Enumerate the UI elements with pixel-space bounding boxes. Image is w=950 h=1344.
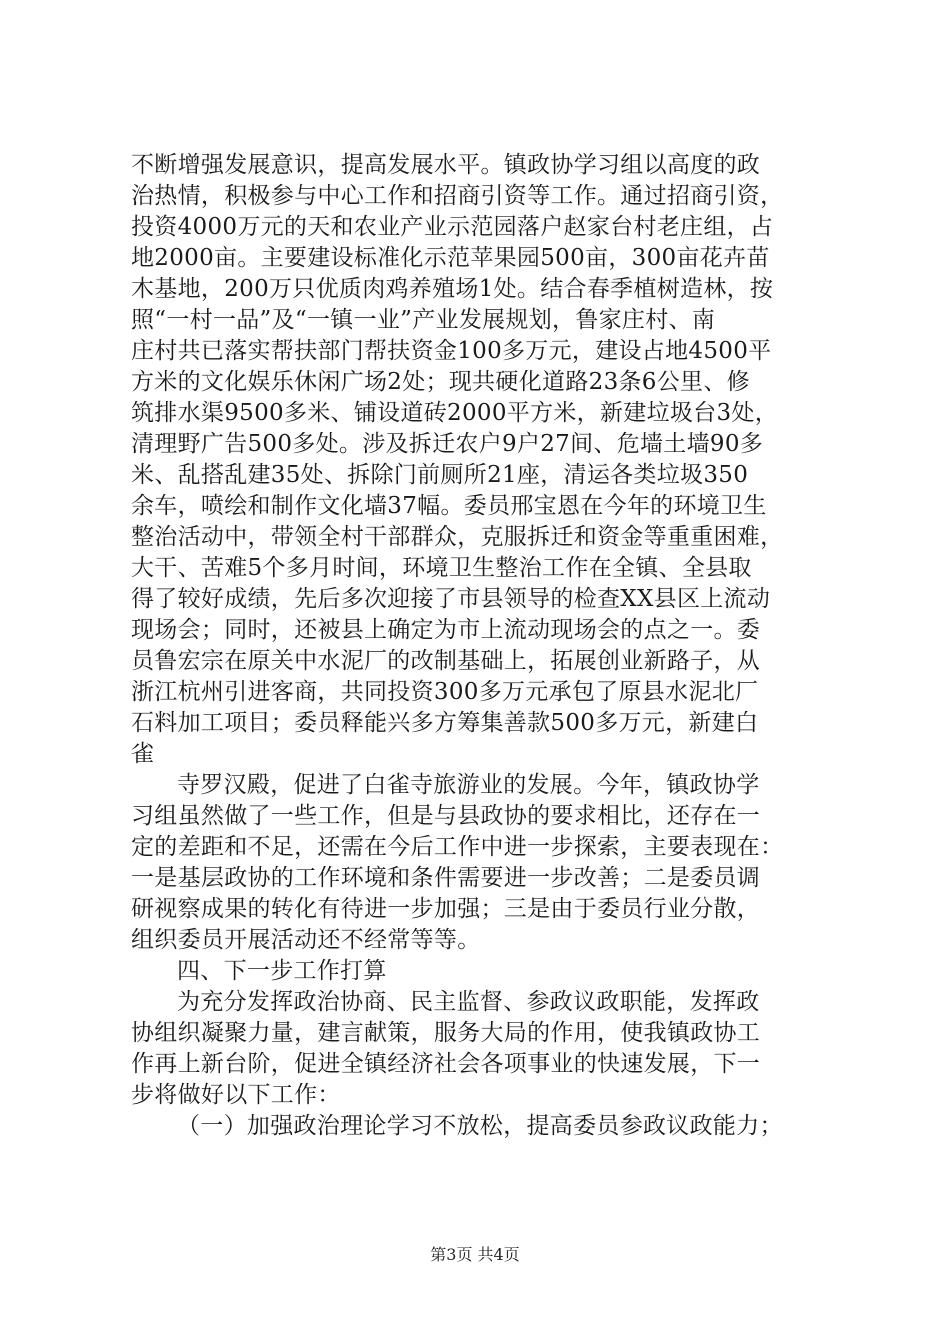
text-line: 地2000亩。主要建设标准化示范苹果园500亩，300亩花卉苗	[131, 245, 770, 271]
text-line: 协组织凝聚力量，建言献策，服务大局的作用，使我镇政协工	[131, 1020, 761, 1046]
text-line: 研视察成果的转化有待进一步加强；三是由于委员行业分散，	[131, 896, 761, 922]
text-line: 清理野广告500多处。涉及拆迁农户9户27间、危墙土墙90多	[131, 431, 764, 457]
text-line: 米、乱搭乱建35处、拆除门前厕所21座，清运各类垃圾350	[131, 462, 749, 488]
text-line: 治热情，积极参与中心工作和招商引资等工作。通过招商引资，	[131, 183, 784, 209]
text-line: 庄村共已落实帮扶部门帮扶资金100多万元，建设占地4500平	[131, 338, 772, 364]
text-line: 作再上新台阶，促进全镇经济社会各项事业的快速发展，下一	[131, 1051, 761, 1077]
text-line: 步将做好以下工作：	[131, 1082, 341, 1108]
page-number-label: 第3页 共4页	[430, 1245, 520, 1264]
text-line: 雀	[131, 741, 155, 767]
text-line: 不断增强发展意识，提高发展水平。镇政协学习组以高度的政	[131, 152, 761, 178]
text-line: 投资4000万元的天和农业产业示范园落户赵家台村老庄组，占	[131, 214, 774, 240]
text-line: 浙江杭州引进客商，共同投资300多万元承包了原县水泥北厂	[131, 679, 759, 705]
section-heading: 四、下一步工作打算	[177, 958, 387, 984]
text-line: 余车，喷绘和制作文化墙37幅。委员邢宝恩在今年的环境卫生	[131, 493, 767, 519]
subsection-heading: （一）加强政治理论学习不放松，提高委员参政议政能力；	[177, 1113, 783, 1139]
text-line: 大干、苦难5个多月时间，环境卫生整治工作在全镇、全县取	[131, 555, 752, 581]
text-line: 得了较好成绩，先后多次迎接了市县领导的检查XX县区上流动	[131, 586, 771, 612]
paragraph-start-line: 为充分发挥政治协商、民主监督、参政议政职能，发挥政	[177, 989, 760, 1015]
text-line: 木基地，200万只优质肉鸡养殖场1处。结合春季植树造林，按	[131, 276, 774, 302]
paragraph-start-line: 寺罗汉殿，促进了白雀寺旅游业的发展。今年，镇政协学	[177, 772, 760, 798]
text-line: 照“一村一品”及“一镇一业”产业发展规划，鲁家庄村、南	[131, 307, 716, 333]
text-line: 员鲁宏宗在原关中水泥厂的改制基础上，拓展创业新路子，从	[131, 648, 761, 674]
page-footer	[0, 1244, 950, 1266]
text-line: 一是基层政协的工作环境和条件需要进一步改善；二是委员调	[131, 865, 761, 891]
text-line: 习组虽然做了一些工作，但是与县政协的要求相比，还存在一	[131, 803, 761, 829]
text-line: 整治活动中，带领全村干部群众，克服拆迁和资金等重重困难，	[131, 524, 784, 550]
text-line: 组织委员开展活动还不经常等等。	[131, 927, 481, 953]
text-line: 筑排水渠9500多米、铺设道砖2000平方米，新建垃圾台3处，	[131, 400, 778, 426]
text-line: 定的差距和不足，还需在今后工作中进一步探索，主要表现在：	[131, 834, 784, 860]
body-text	[131, 150, 841, 1142]
text-line: 石料加工项目；委员释能兴多方筹集善款500多万元，新建白	[131, 710, 759, 736]
text-line: 现场会；同时，还被县上确定为市上流动现场会的点之一。委	[131, 617, 761, 643]
text-line: 方米的文化娱乐休闲广场2处；现共硬化道路23条6公里、修	[131, 369, 750, 395]
